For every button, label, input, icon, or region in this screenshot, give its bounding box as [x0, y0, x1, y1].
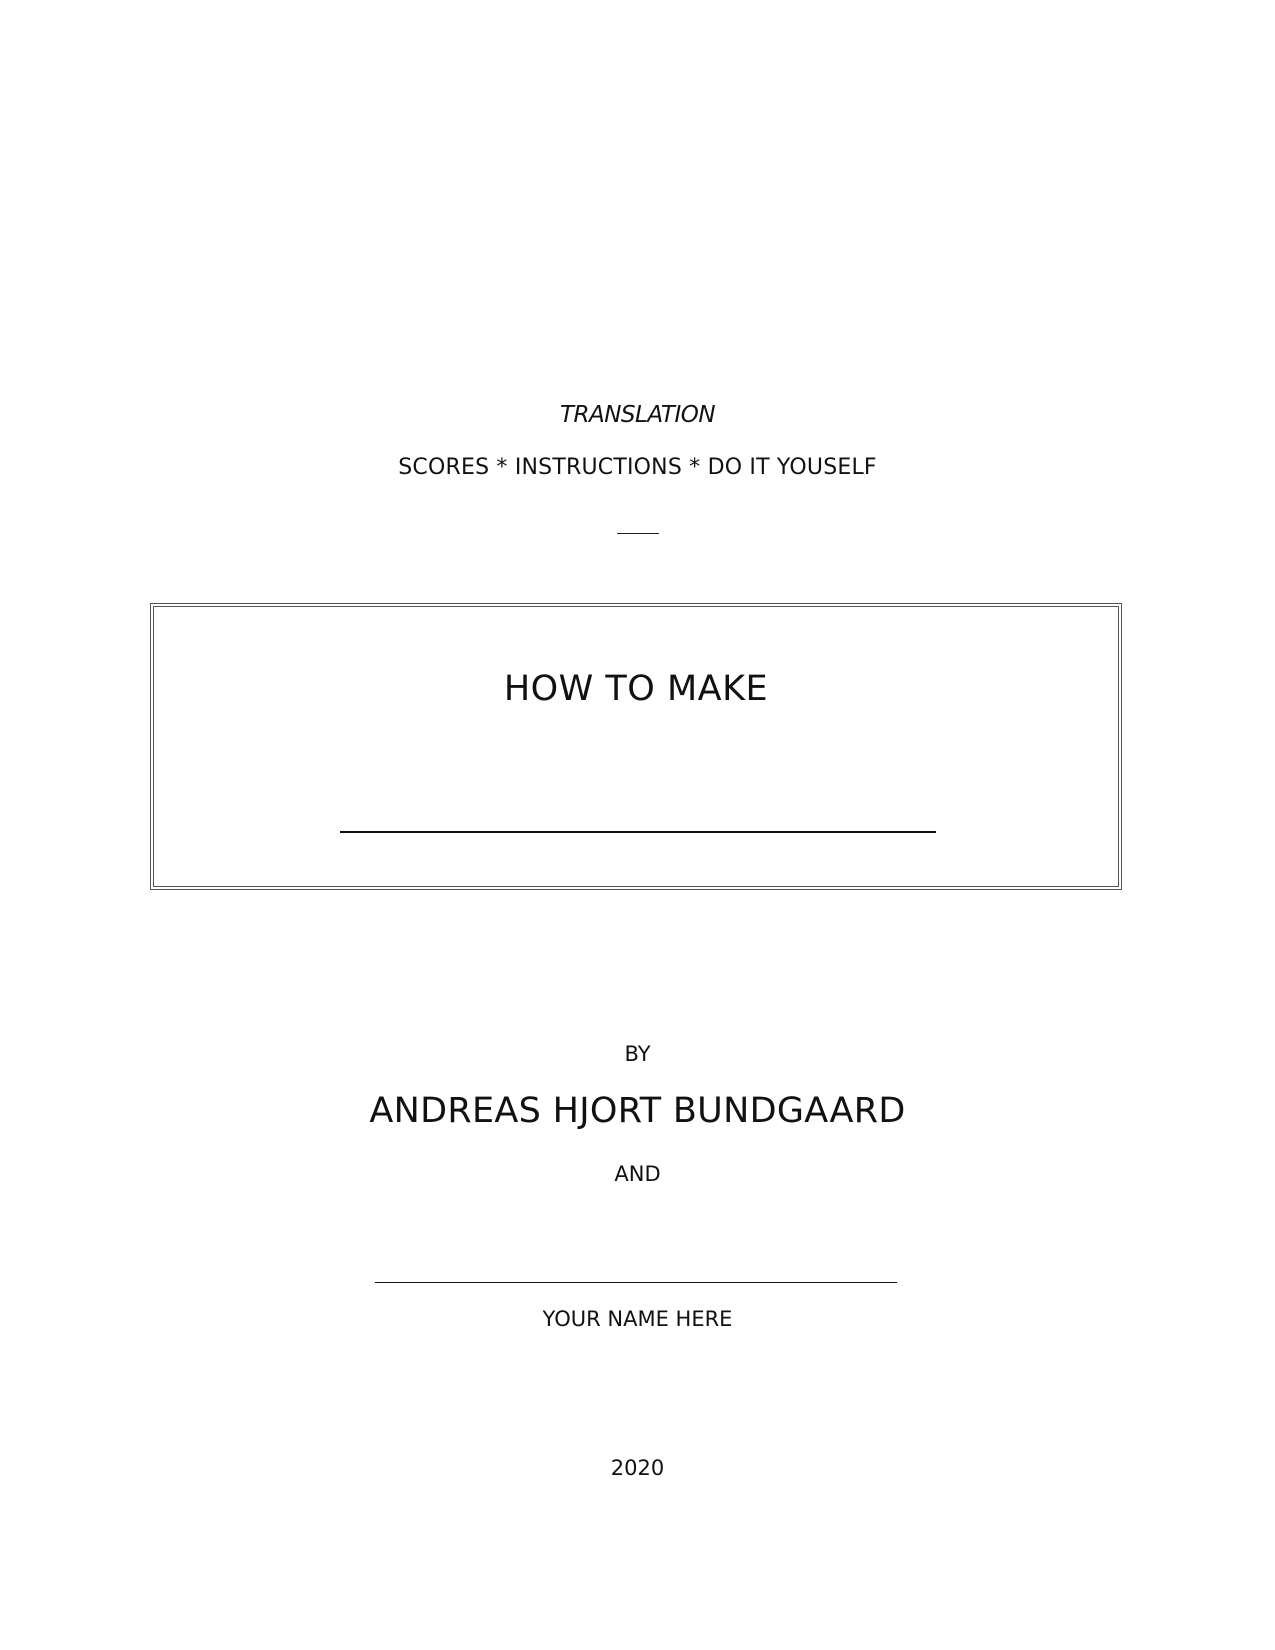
title-box — [150, 603, 1122, 890]
name-hint: YOUR NAME HERE — [542, 1307, 733, 1331]
year: 2020 — [610, 1456, 665, 1480]
and-label: AND — [614, 1162, 661, 1186]
author-name: ANDREAS HJORT BUNDGAARD — [369, 1091, 906, 1131]
title-fill-in-line — [340, 831, 936, 833]
title-heading: HOW TO MAKE — [503, 669, 769, 709]
subtitle: SCORES * INSTRUCTIONS * DO IT YOUSELF — [398, 455, 877, 480]
by-label: BY — [624, 1042, 651, 1066]
name-fill-in-line — [375, 1282, 897, 1283]
short-divider — [617, 533, 659, 534]
series-title: TRANSLATION — [559, 402, 716, 428]
